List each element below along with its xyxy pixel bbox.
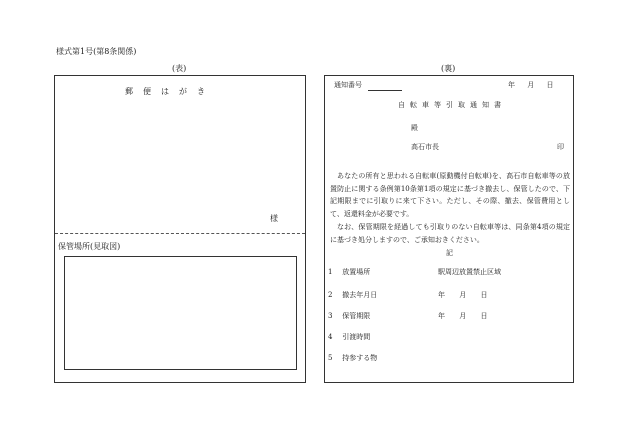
form-title: 様式第1号(第8条関係) [56,47,137,56]
item-row-storage-deadline [328,312,488,320]
item-number: 2 [328,291,333,299]
back-side-label: (裏) [441,64,456,73]
item-number: 4 [328,333,333,341]
item-label: 引渡時間 [342,333,371,341]
dashed-divider [55,233,305,234]
addressee-honorific: 様 [270,214,278,223]
item-number: 3 [328,312,333,320]
item-number: 5 [328,354,333,362]
item-label: 持参する物 [342,354,378,362]
notice-body [330,170,570,246]
document-title: 自転車等引取通知書 [398,101,506,109]
notice-paragraph-2: なお、保管期限を経過しても引取りのない自転車等は、同条第4項の規定に基づき処分しますので、ご承知おきください。 [330,222,570,244]
item-number: 1 [328,268,333,276]
storage-place-label: 保管場所(見取図) [58,242,121,251]
item-label: 保管期限 [342,312,371,320]
item-row-items-to-bring [328,355,377,362]
storage-map-box [64,256,297,370]
item-label: 放置場所 [342,268,371,276]
item-value: 年 月 日 [438,291,488,299]
item-row-removal-date [328,291,488,299]
notice-paragraph-1: あなたの所有と思われる自転車(原動機付自転車)を、高石市自転車等の放置防止に関する条例第10条第1項の規定に基づき撤去し、保管したので、下記期限までに引取りに来て下さい。ただし、その際、撤去、保管費用として、返還料金が必要です。 [330,172,570,219]
notice-number-label: 通知番号 [334,81,362,89]
notice-number-blank [368,90,402,91]
issue-date: 年 月 日 [508,81,554,89]
ki-heading: 記 [446,249,453,257]
item-value: 駅周辺放置禁止区域 [438,268,501,276]
item-row-location [328,268,501,276]
recipient-honorific: 殿 [411,124,418,132]
postcard-label: 郵便はがき [125,87,215,96]
issuer-name: 高石市長 [411,143,439,151]
item-row-handover-time [328,334,370,341]
seal-mark: 印 [557,143,564,151]
item-value: 年 月 日 [438,312,488,320]
item-label: 撤去年月日 [342,291,378,299]
front-side-label: (表) [172,64,187,73]
